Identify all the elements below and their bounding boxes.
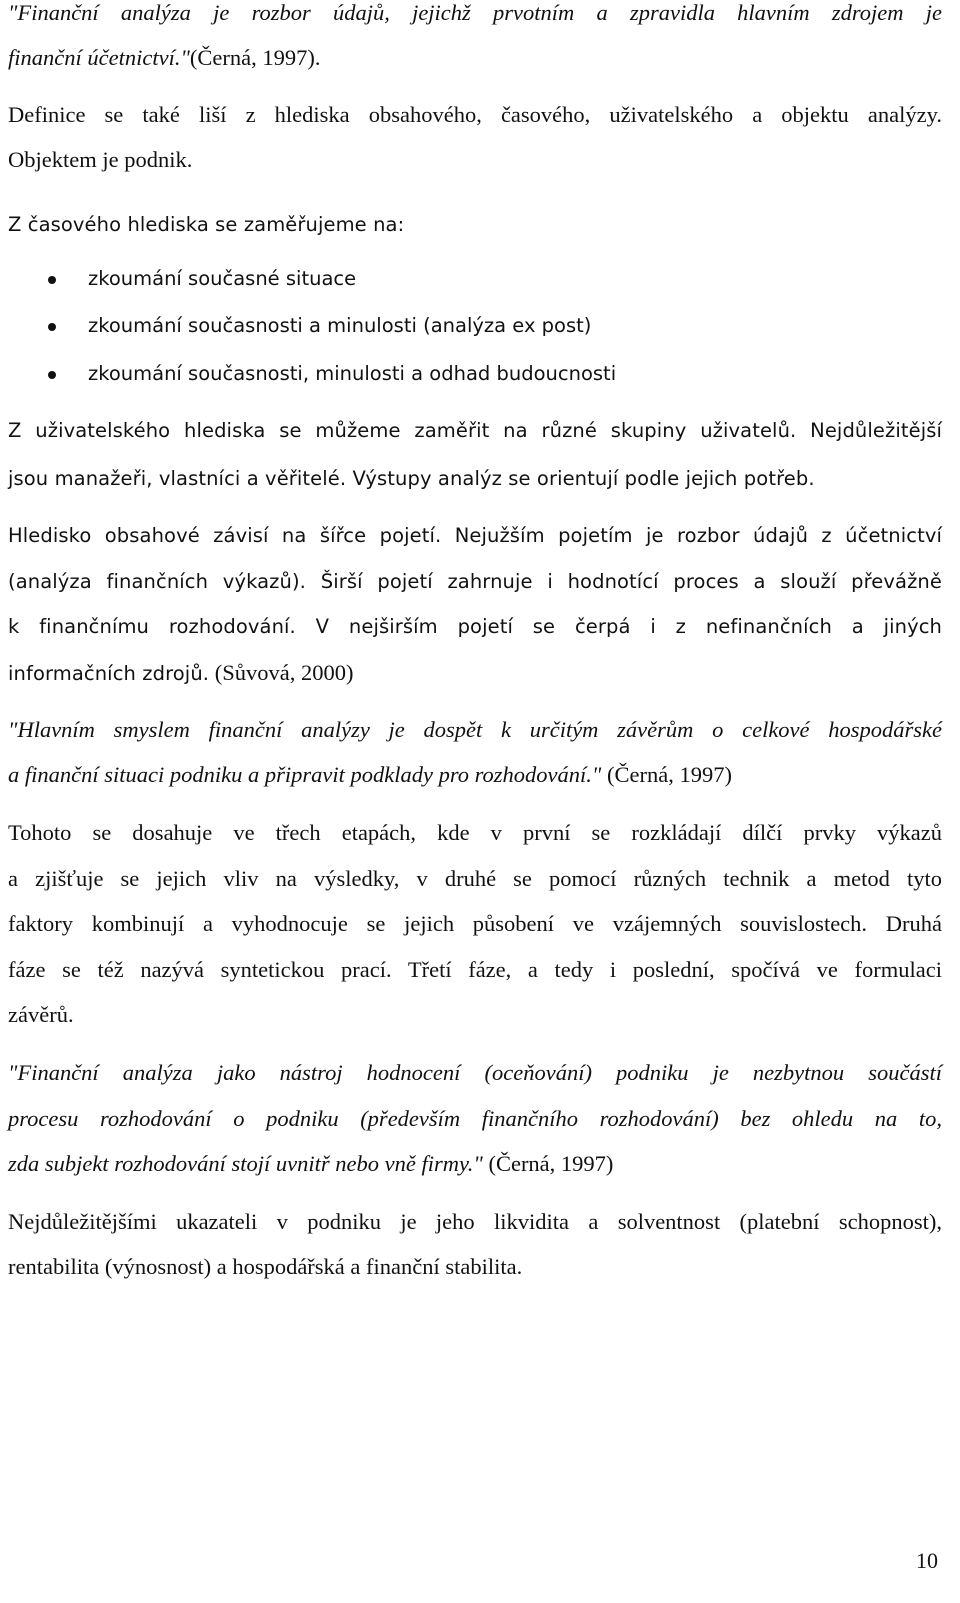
text-line: (analýza finančních výkazů). Širší pojetí zahrnuje i hodnotící proces a slouží převážně (8, 570, 942, 593)
text-line: a zjišťuje se jejich vliv na výsledky, v druhé se pomocí různých technik a metod tyto (8, 866, 942, 891)
quote-line: "Hlavním smyslem finanční analýzy je dospět k určitým závěrům o celkové hospodářské (8, 717, 942, 742)
text-line: Hledisko obsahové závisí na šířce pojetí. Nejužším pojetím je rozbor údajů z účetnictví (8, 524, 942, 547)
quote-line: "Finanční analýza jako nástroj hodnocení (oceňování) podniku je nezbytnou součástí (8, 1060, 942, 1085)
text-line: fáze se též nazývá syntetickou prací. Třetí fáze, a tedy i poslední, spočívá ve formulaci (8, 957, 942, 982)
text-line: jsou manažeři, vlastníci a věřitelé. Výstupy analýz se orientují podle jejich potřeb. (8, 467, 815, 490)
quote-line-with-citation: zda subjekt rozhodování stojí uvnitř nebo vně firmy." (Černá, 1997) (8, 1151, 614, 1176)
quote-line-with-citation: a finanční situaci podniku a připravit podklady pro rozhodování." (Černá, 1997) (8, 762, 732, 787)
bullet-icon (48, 371, 56, 379)
page-number: 10 (916, 1548, 938, 1573)
quote-line-with-citation: finanční účetnictví."(Černá, 1997). (8, 45, 321, 70)
text-line: k finančnímu rozhodování. V nejširším pojetí se čerpá i z nefinančních a jiných (8, 615, 942, 638)
text-line: závěrů. (8, 1002, 74, 1027)
bullet-icon (48, 323, 56, 331)
text-line: Definice se také liší z hlediska obsahového, časového, uživatelského a objektu analýzy. (8, 102, 942, 127)
text-line: Tohoto se dosahuje ve třech etapách, kde v první se rozkládají dílčí prvky výkazů (8, 820, 942, 845)
quote-line: procesu rozhodování o podniku (především finančního rozhodování) bez ohledu na to, (8, 1106, 942, 1131)
text-line-with-citation: informačních zdrojů. (Sůvová, 2000) (8, 660, 354, 685)
text-line: Z uživatelského hlediska se můžeme zaměřit na různé skupiny uživatelů. Nejdůležitější (8, 419, 942, 442)
text-line: rentabilita (výnosnost) a hospodářská a finanční stabilita. (8, 1254, 523, 1279)
text-line: Nejdůležitějšími ukazateli v podniku je jeho likvidita a solventnost (platební schopnost), (8, 1209, 942, 1234)
text-line: faktory kombinují a vyhodnocuje se jejich působení ve vzájemných souvislostech. Druhá (8, 911, 942, 936)
text-line: Objektem je podnik. (8, 147, 193, 172)
document-page: "Finanční analýza je rozbor údajů, jejichž prvotním a zpravidla hlavním zdrojem je finanční účetnictví."(Černá, 1997). Definice se také liší z hlediska obsahového, časového, uživatelského a objektu analýzy. Objektem je podnik. Z časového hlediska se zaměřujeme na: zkoumání současné situace zkoumání současnosti a minulosti (analýza ex post) zkoumání současnosti, minulosti a odhad budoucnosti Z uživatelského hlediska se můžeme zaměřit na různé skupiny uživatelů. Nejdůležitější jsou manažeři, vlastníci a věřitelé. Výstupy analýz se orientují podle jejich potřeb. Hledisko obsahové závisí na šířce pojetí. Nejužším pojetím je rozbor údajů z účetnictví (analýza finančních výkazů). Širší pojetí zahrnuje i hodnotící proces a slouží převážně k finančnímu rozhodování. V nejširším pojetí se čerpá i z nefinančních a jiných informačních zdrojů. (Sůvová, 2000) "Hlavním smyslem finanční analýzy je dospět k určitým závěrům o celkové hospodářské a finanční situaci podniku a připravit podklady pro rozhodování." (Černá, 1997) Tohoto se dosahuje ve třech etapách, kde v první se rozkládají dílčí prvky výkazů a zjišťuje se jejich vliv na výsledky, v druhé se pomocí různých technik a metod tyto faktory kombinují a vyhodnocuje se jejich působení ve vzájemných souvislostech. Druhá fáze se též nazývá syntetickou prací. Třetí fáze, a tedy i poslední, spočívá ve formulaci závěrů. "Finanční analýza jako nástroj hodnocení (oceňování) podniku je nezbytnou součástí procesu rozhodování o podniku (především finančního rozhodování) bez ohledu na to, zda subjekt rozhodování stojí uvnitř nebo vně firmy." (Černá, 1997) Nejdůležitějšími ukazateli v podniku je jeho likvidita a solventnost (platební schopnost), rentabilita (výnosnost) a hospodářská a finanční stabilita. 10 (8, 0, 942, 1573)
bullet-icon (48, 276, 56, 284)
quote-line: "Finanční analýza je rozbor údajů, jejichž prvotním a zpravidla hlavním zdrojem je (8, 0, 942, 25)
list-intro: Z časového hlediska se zaměřujeme na: (8, 213, 405, 236)
